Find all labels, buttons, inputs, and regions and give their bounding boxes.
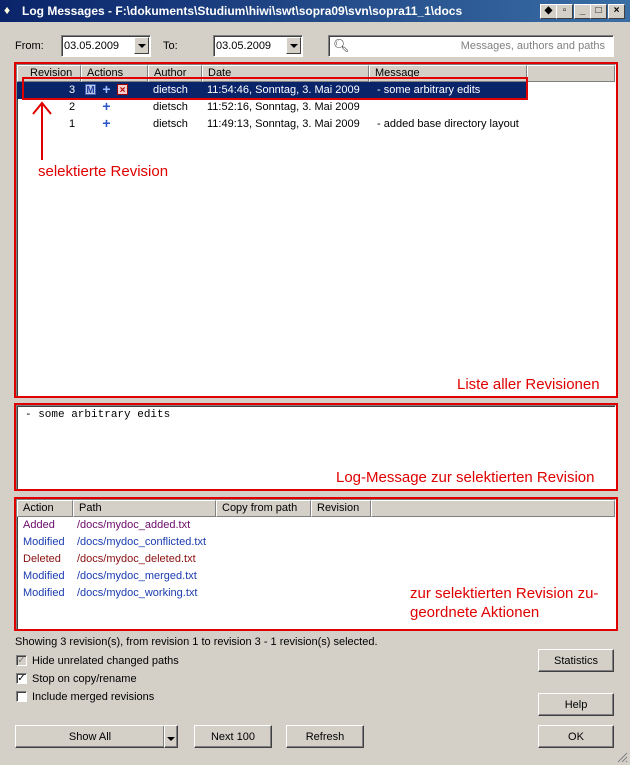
from-date-value: 03.05.2009	[64, 40, 120, 52]
revision-author: dietsch	[153, 101, 188, 113]
hide-unrelated-label: Hide unrelated changed paths	[32, 655, 179, 667]
added-action-icon: +	[102, 98, 111, 114]
annotation-log-message: Log-Message zur selektierten Revision	[336, 469, 595, 486]
from-label: From:	[15, 40, 44, 52]
chevron-down-icon	[167, 737, 175, 743]
to-date-value: 03.05.2009	[216, 40, 272, 52]
status-text: Showing 3 revision(s), from revision 1 to revision 3 - 1 revision(s) selected.	[15, 636, 378, 648]
annotation-actions-line1: zur selektierten Revision zu-	[410, 585, 599, 602]
maximize-icon[interactable]: □	[590, 4, 607, 19]
tortoise-app-icon: ♦	[4, 3, 11, 17]
restore-icon[interactable]: ▫	[556, 4, 573, 19]
annotation-selected-revision: selektierte Revision	[38, 163, 169, 180]
from-date-picker[interactable]	[61, 35, 151, 57]
close-icon[interactable]: ×	[608, 4, 625, 19]
hide-unrelated-checkbox[interactable]: ✓	[17, 655, 26, 666]
to-label: To:	[163, 40, 178, 52]
revision-number: 2	[69, 101, 76, 113]
path-value: /docs/mydoc_deleted.txt	[77, 553, 196, 565]
revision-message: - added base directory layout	[377, 118, 519, 130]
statistics-label: Statistics	[553, 655, 598, 667]
path-action: Modified	[23, 587, 65, 599]
added-action-icon: +	[102, 115, 111, 131]
path-action: Modified	[23, 536, 65, 548]
revision-number: 3	[69, 84, 76, 96]
title-bar	[0, 0, 630, 22]
path-value: /docs/mydoc_working.txt	[77, 587, 198, 599]
modified-action-icon: M	[86, 85, 95, 96]
resize-grip-icon[interactable]	[616, 751, 628, 763]
chevron-down-icon[interactable]	[134, 37, 149, 54]
help-label: Help	[564, 699, 588, 711]
revision-date: 11:52:16, Sonntag, 3. Mai 2009	[207, 101, 360, 113]
next-100-label: Next 100	[210, 731, 256, 743]
path-action: Deleted	[23, 553, 61, 565]
ok-button[interactable]	[538, 725, 614, 748]
revision-list-highlight	[14, 62, 618, 398]
stop-on-copy-checkbox[interactable]: ✓	[17, 673, 26, 684]
annotation-actions-line2: geordnete Aktionen	[410, 604, 540, 621]
column-header-path[interactable]: Path	[73, 500, 216, 517]
revision-author: dietsch	[153, 84, 188, 96]
column-header-date[interactable]: Date	[202, 65, 369, 82]
path-value: /docs/mydoc_added.txt	[77, 519, 191, 531]
path-action: Added	[23, 519, 55, 531]
show-all-dropdown[interactable]	[164, 725, 178, 748]
column-header-revision[interactable]: Revision	[17, 65, 81, 82]
column-header-message[interactable]: Message	[369, 65, 527, 82]
path-value: /docs/mydoc_merged.txt	[77, 570, 197, 582]
column-header-path-revision[interactable]: Revision	[311, 500, 371, 517]
deleted-action-icon: ×	[117, 84, 128, 95]
statistics-button[interactable]	[538, 649, 614, 672]
ok-label: OK	[568, 731, 584, 743]
revision-date: 11:54:46, Sonntag, 3. Mai 2009	[207, 84, 360, 96]
help-button[interactable]	[538, 693, 614, 716]
column-header-copy-from-path[interactable]: Copy from path	[216, 500, 311, 517]
revision-number: 1	[69, 118, 76, 130]
next-100-button[interactable]	[194, 725, 272, 748]
search-icon[interactable]: 🔍︎	[333, 38, 350, 53]
column-header-actions[interactable]: Actions	[81, 65, 148, 82]
chevron-down-icon[interactable]	[286, 37, 301, 54]
revision-message: - some arbitrary edits	[377, 84, 481, 96]
search-input[interactable]	[328, 35, 614, 57]
added-action-icon: +	[102, 81, 111, 97]
minimize-icon[interactable]: _	[574, 4, 591, 19]
search-placeholder: Messages, authors and paths	[460, 40, 605, 52]
revision-author: dietsch	[153, 118, 188, 130]
path-value: /docs/mydoc_conflicted.txt	[77, 536, 207, 548]
window-title: Log Messages - F:\dokuments\Studium\hiwi\swt\sopra09\svn\sopra11_1\docs	[22, 4, 463, 18]
show-all-button[interactable]	[15, 725, 165, 748]
pin-icon[interactable]: ◆	[540, 4, 557, 19]
revision-date: 11:49:13, Sonntag, 3. Mai 2009	[207, 118, 360, 130]
column-header-author[interactable]: Author	[148, 65, 202, 82]
stop-on-copy-label: Stop on copy/rename	[32, 673, 137, 685]
include-merged-checkbox[interactable]	[16, 691, 27, 702]
refresh-label: Refresh	[305, 731, 345, 743]
log-message-text: - some arbitrary edits	[25, 409, 171, 421]
include-merged-label: Include merged revisions	[32, 691, 155, 703]
column-header-action[interactable]: Action	[17, 500, 73, 517]
path-action: Modified	[23, 570, 65, 582]
show-all-label: Show All	[68, 731, 112, 743]
to-date-picker[interactable]	[213, 35, 303, 57]
annotation-all-revisions: Liste aller Revisionen	[457, 376, 600, 393]
refresh-button[interactable]	[286, 725, 364, 748]
